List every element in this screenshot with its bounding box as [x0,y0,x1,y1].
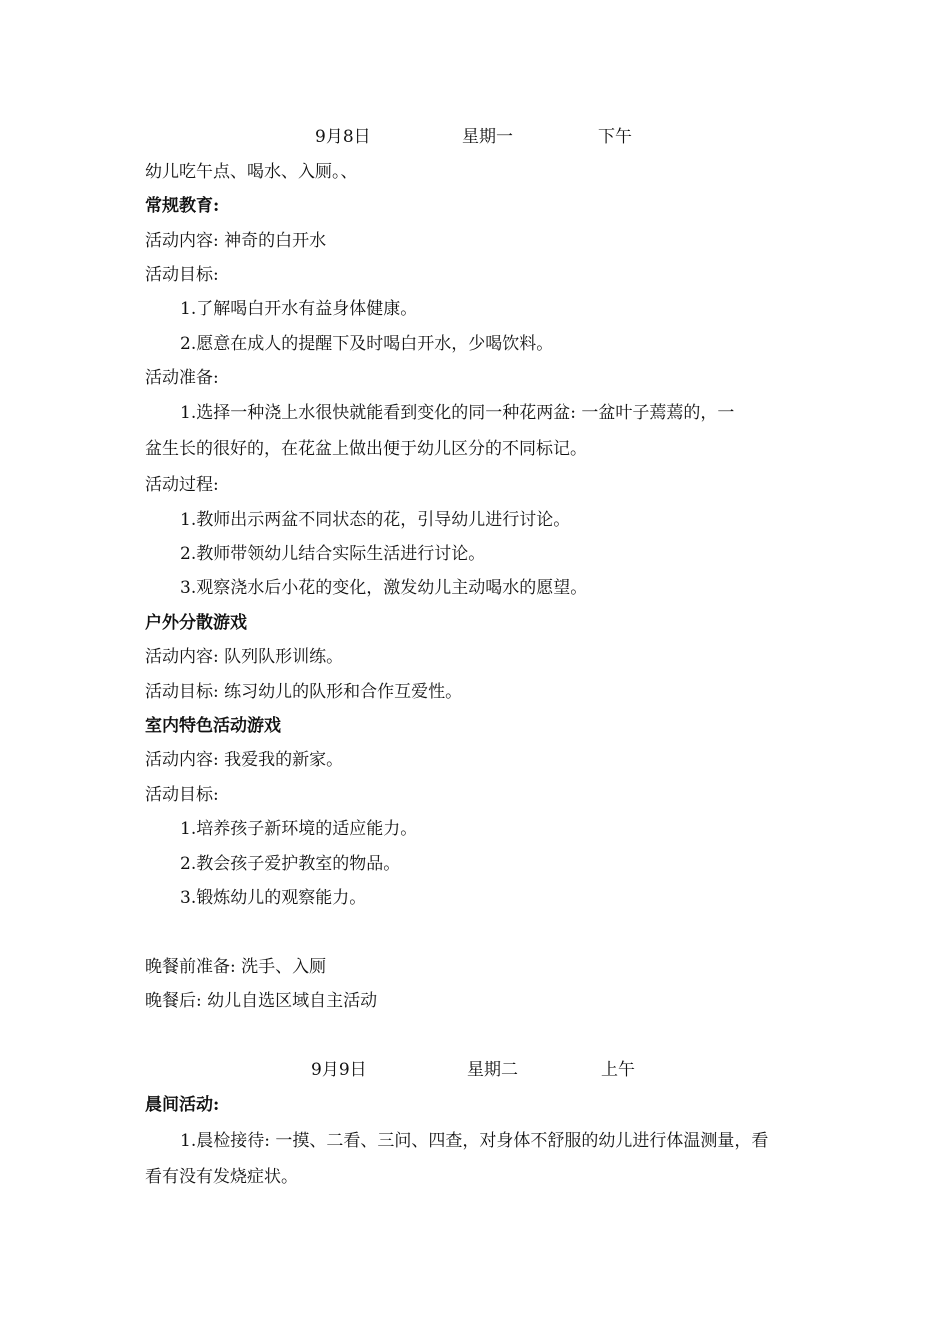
snack-line: 幼儿吃午点、喝水、入厕。、 [145,162,358,182]
routine-heading: 常规教育: [145,196,220,216]
morning-item1-line1: 1.晨检接待: 一摸、二看、三问、四查，对身体不舒服的幼儿进行体温测量，看 [180,1131,769,1151]
indoor-content: 活动内容: 我爱我的新家。 [145,750,344,770]
outdoor-heading: 户外分散游戏 [145,613,247,633]
routine-content: 活动内容: 神奇的白开水 [145,231,327,251]
indoor-goal-item: 3.锻炼幼儿的观察能力。 [180,888,367,908]
routine-process-item: 2.教师带领幼儿结合实际生活进行讨论。 [180,544,486,564]
outdoor-content: 活动内容: 队列队形训练。 [145,647,344,667]
indoor-heading: 室内特色活动游戏 [145,716,281,736]
day2-weekday: 星期二 [467,1060,518,1080]
routine-prep-line2: 盆生长的很好的，在花盆上做出便于幼儿区分的不同标记。 [145,439,587,459]
indoor-goal-item: 2.教会孩子爱护教室的物品。 [180,854,401,874]
day2-period: 上午 [601,1060,635,1080]
day2-header [145,1059,815,1081]
indoor-goals-label: 活动目标: [145,785,219,805]
day1-header [145,126,815,148]
routine-prep-line1: 1.选择一种浇上水很快就能看到变化的同一种花两盆: 一盆叶子蔫蔫的，一 [180,403,735,423]
morning-heading: 晨间活动: [145,1095,220,1115]
routine-goals-label: 活动目标: [145,265,219,285]
day1-weekday: 星期一 [462,127,513,147]
day1-period: 下午 [598,127,632,147]
day1-date: 9月8日 [315,127,371,147]
routine-goal-item: 1.了解喝白开水有益身体健康。 [180,299,418,319]
routine-process-item: 3.观察浇水后小花的变化，激发幼儿主动喝水的愿望。 [180,578,588,598]
routine-process-item: 1.教师出示两盆不同状态的花，引导幼儿进行讨论。 [180,510,571,530]
routine-prep-label: 活动准备: [145,368,219,388]
routine-goal-item: 2.愿意在成人的提醒下及时喝白开水，少喝饮料。 [180,334,554,354]
routine-process-label: 活动过程: [145,475,219,495]
outdoor-goal: 活动目标: 练习幼儿的队形和合作互爱性。 [145,682,463,702]
indoor-goal-item: 1.培养孩子新环境的适应能力。 [180,819,418,839]
morning-item1-line2: 看有没有发烧症状。 [145,1167,298,1187]
after-dinner: 晚餐后: 幼儿自选区域自主活动 [145,991,378,1011]
day2-date: 9月9日 [311,1060,367,1080]
before-dinner: 晚餐前准备: 洗手、入厕 [145,957,327,977]
